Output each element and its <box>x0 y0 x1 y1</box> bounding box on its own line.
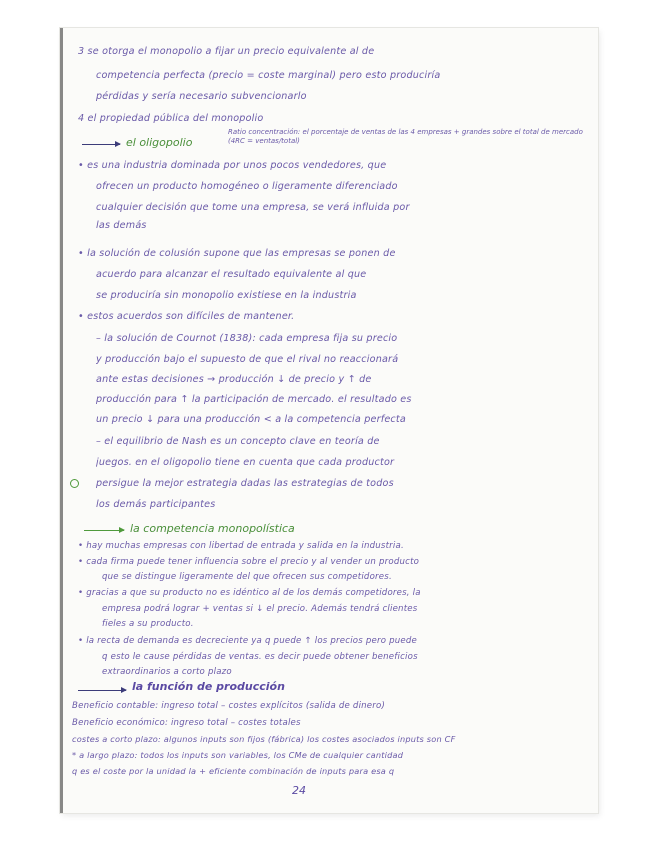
text-line: empresa podrá lograr + ventas si ↓ el precio. Además tendrá clientes <box>102 604 418 614</box>
text-line: persigue la mejor estrategia dadas las estrategias de todos <box>96 478 394 489</box>
text-line: y producción bajo el supuesto de que el rival no reaccionará <box>96 354 399 365</box>
text-line: • es una industria dominada por unos pocos vendedores, que <box>78 160 387 171</box>
text-line: fieles a su producto. <box>102 619 194 629</box>
text-line: ante estas decisiones → producción ↓ de precio y ↑ de <box>96 374 372 385</box>
section-heading-produccion: la función de producción <box>132 680 285 693</box>
text-line: • la recta de demanda es decreciente ya q puede ↑ los precios pero puede <box>78 636 418 646</box>
text-line: pérdidas y sería necesario subvencionarlo <box>96 91 307 102</box>
text-line: producción para ↑ la participación de mercado. el resultado es <box>96 394 412 405</box>
text-line: • cada firma puede tener influencia sobre el precio y al vender un producto <box>78 557 420 567</box>
text-line: ofrecen un producto homogéneo o ligeramente diferenciado <box>96 181 398 192</box>
text-line: competencia perfecta (precio = coste marginal) pero esto produciría <box>96 70 441 81</box>
text-line: que se distingue ligeramente del que ofrecen sus competidores. <box>102 572 392 582</box>
arrow-icon <box>78 690 126 691</box>
page-number: 24 <box>292 784 306 797</box>
concentration-ratio-note: Ratio concentración: el porcentaje de ventas de las 4 empresas + grandes sobre el total de mercado (4RC = ventas/total) <box>228 128 583 145</box>
text-line: • estos acuerdos son difíciles de mantener. <box>78 311 295 322</box>
text-line: costes a corto plazo: algunos inputs son fijos (fábrica) los costes asociados inputs son CF <box>72 734 456 744</box>
text-line: * a largo plazo: todos los inputs son variables, los CMe de cualquier cantidad <box>72 750 404 760</box>
text-line: 3 se otorga el monopolio a fijar un precio equivalente al de <box>78 46 375 57</box>
text-line: un precio ↓ para una producción < a la competencia perfecta <box>96 414 406 425</box>
text-line: cualquier decisión que tome una empresa, se verá influida por <box>96 202 410 213</box>
arrow-icon <box>82 144 120 145</box>
text-line: se produciría sin monopolio existiese en la industria <box>96 290 357 301</box>
text-line: • la solución de colusión supone que las empresas se ponen de <box>78 248 396 259</box>
section-heading-competencia: la competencia monopolística <box>130 522 295 535</box>
text-line: juegos. en el oligopolio tiene en cuenta que cada productor <box>96 457 395 468</box>
green-bullet-icon <box>70 479 79 488</box>
text-line: q es el coste por la unidad la + eficiente combinación de inputs para esa q <box>72 766 395 776</box>
text-line: q esto le cause pérdidas de ventas. es decir puede obtener beneficios <box>102 652 418 662</box>
section-heading-oligopolio: el oligopolio <box>126 136 193 149</box>
text-line: Beneficio económico: ingreso total – costes totales <box>72 718 301 728</box>
text-line: Beneficio contable: ingreso total – costes explícitos (salida de dinero) <box>72 701 386 711</box>
text-line: – el equilibrio de Nash es un concepto clave en teoría de <box>96 436 380 447</box>
text-line: acuerdo para alcanzar el resultado equivalente al que <box>96 269 367 280</box>
text-line: • hay muchas empresas con libertad de entrada y salida en la industria. <box>78 541 404 551</box>
text-line: • gracias a que su producto no es idéntico al de los demás competidores, la <box>78 588 421 598</box>
text-line: los demás participantes <box>96 499 216 510</box>
notebook-page <box>60 28 598 813</box>
arrow-icon <box>84 530 124 531</box>
text-line: 4 el propiedad pública del monopolio <box>78 113 264 124</box>
text-line: las demás <box>96 220 147 231</box>
text-line: – la solución de Cournot (1838): cada empresa fija su precio <box>96 333 398 344</box>
text-line: extraordinarios a corto plazo <box>102 667 232 677</box>
page-binding-edge <box>60 28 63 813</box>
